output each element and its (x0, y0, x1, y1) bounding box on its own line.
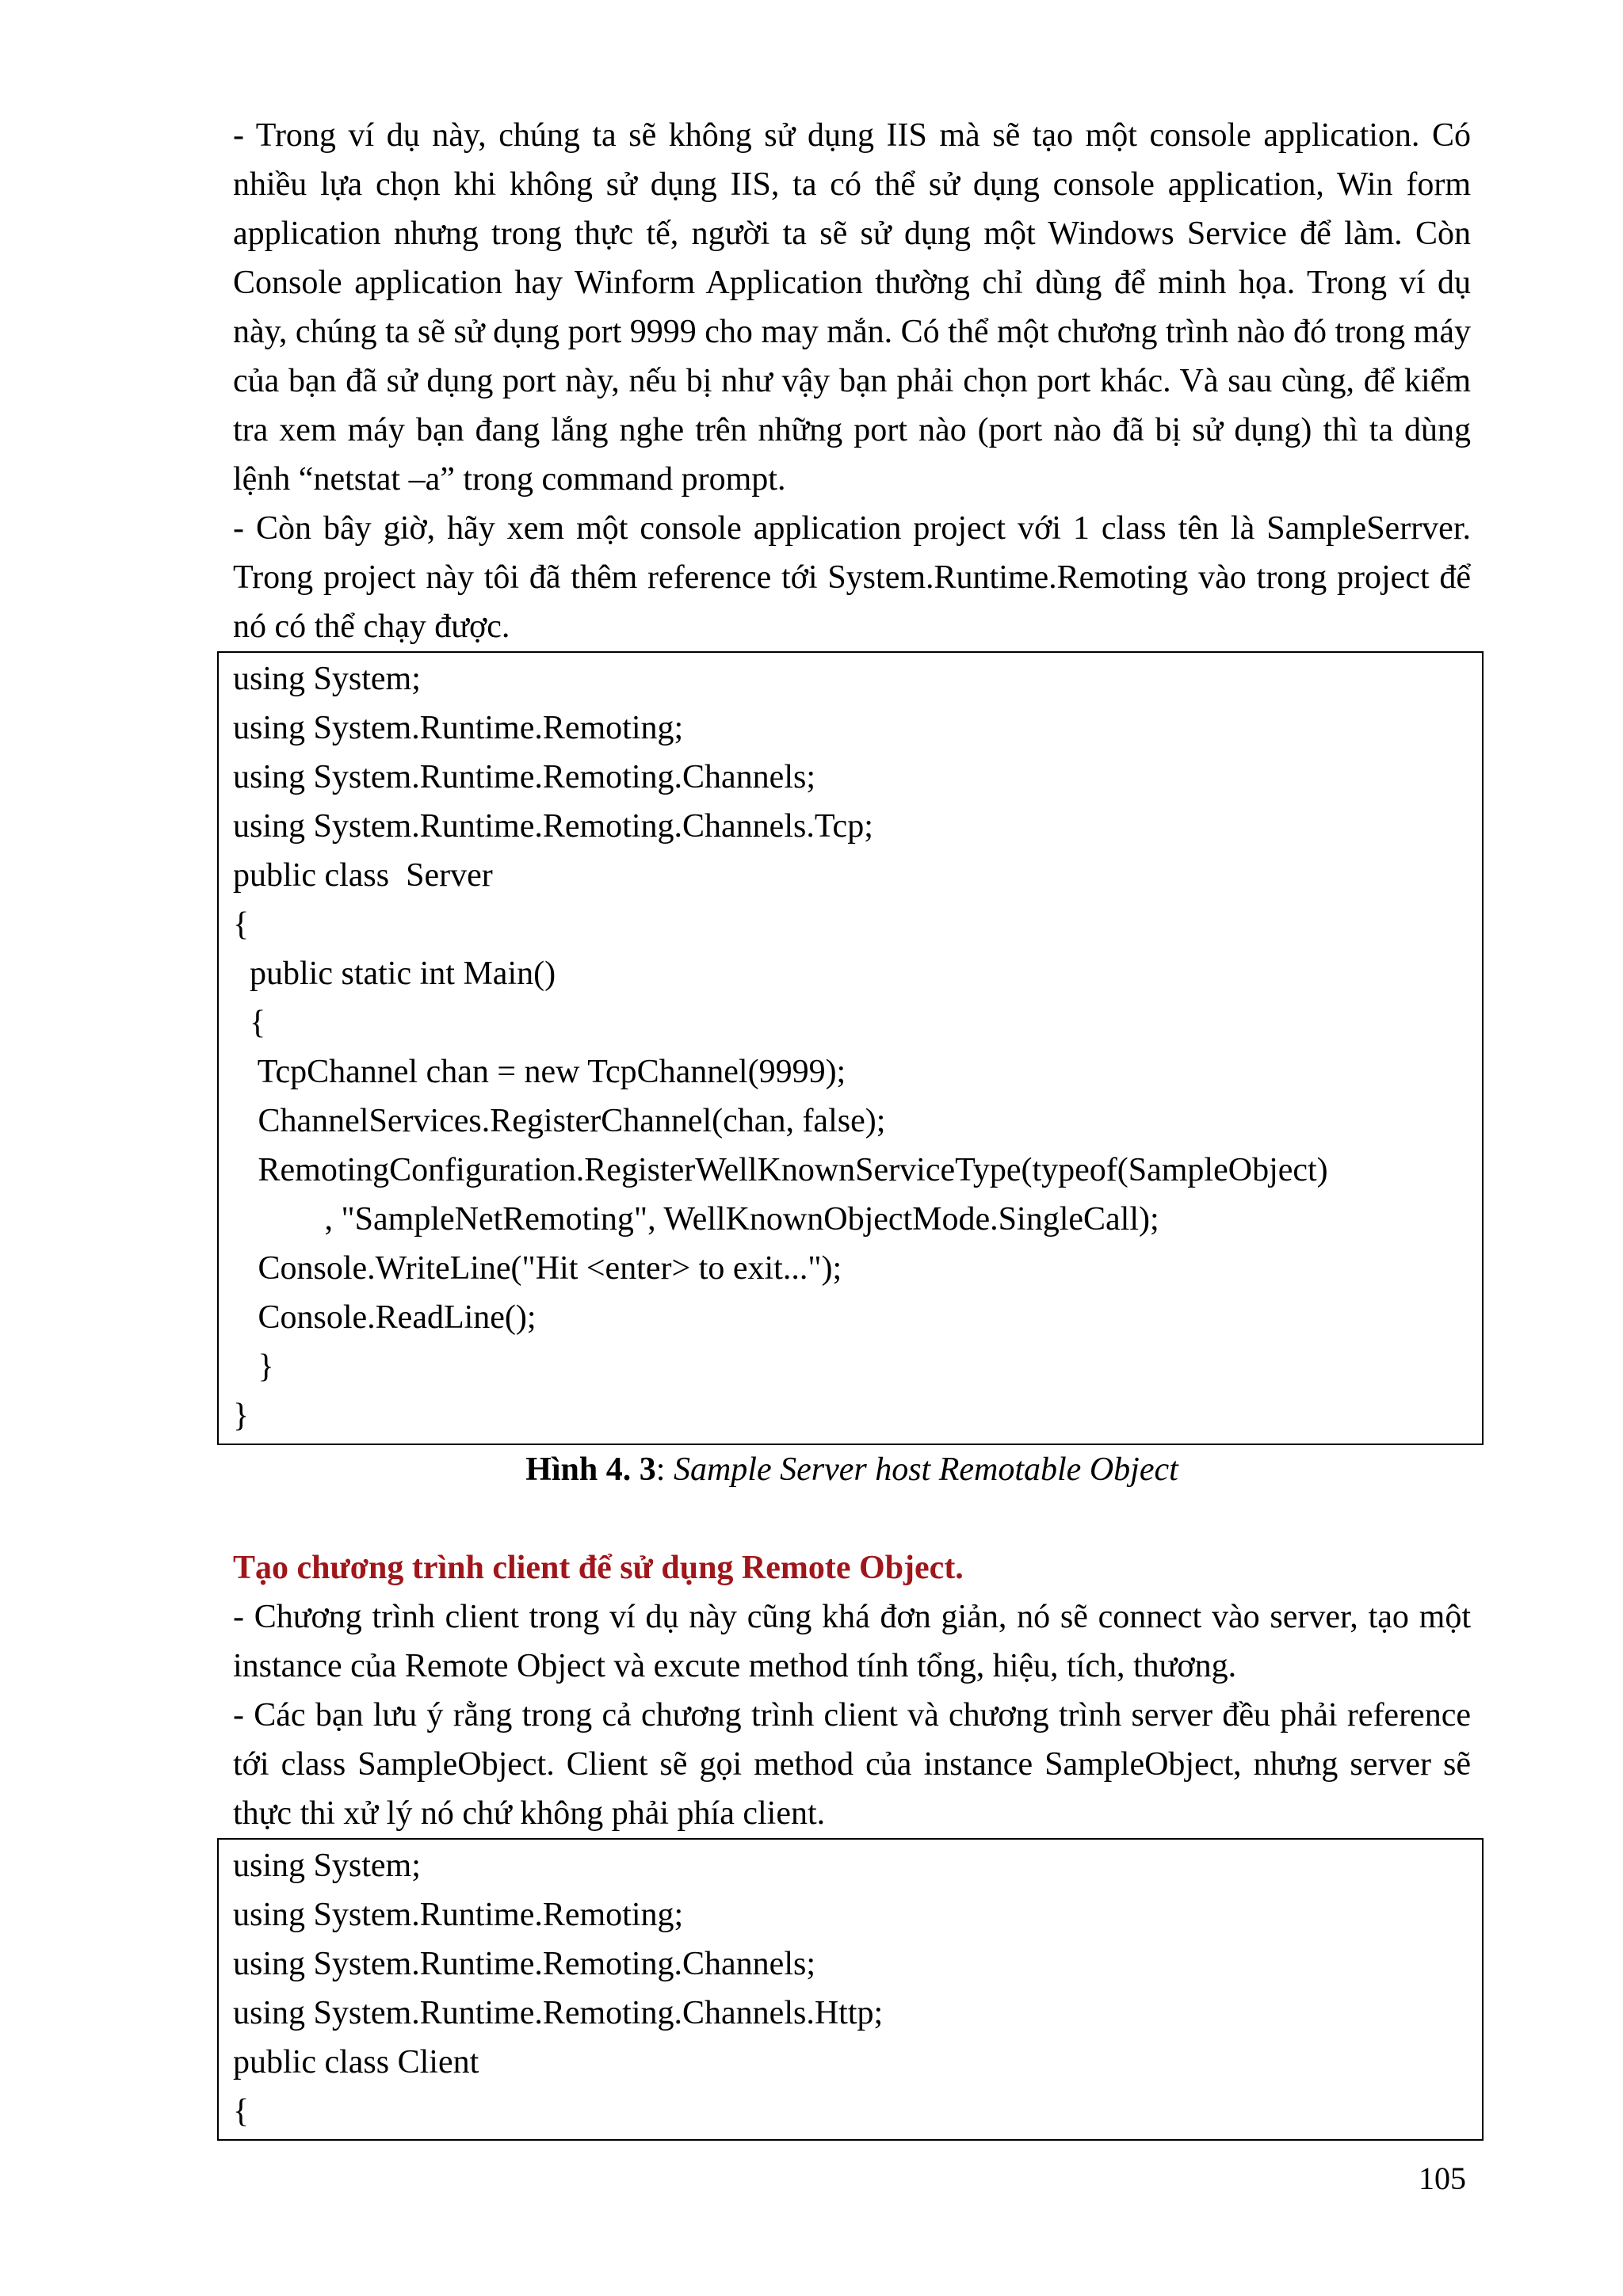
code-line: RemotingConfiguration.RegisterWellKnownServiceType(typeof(SampleObject) (233, 1152, 1328, 1188)
code-line: using System; (233, 1848, 421, 1884)
intro-paragraph-1: - Trong ví dụ này, chúng ta sẽ không sử dụng IIS mà sẽ tạo một console application. Có nhiều lựa chọn khi không sử dụng IIS, ta có thể sử dụng console application, Win form application nhưng trong thực tế, người ta sẽ sử dụng một Windows Service để làm. Còn Console application hay Winform Application thường chỉ dùng để minh họa. Trong ví dụ này, chúng ta sẽ sử dụng port 9999 cho may mắn. Có thể một chương trình nào đó trong máy của bạn đã sử dụng port này, nếu bị như vậy bạn phải chọn port khác. Và sau cùng, để kiểm tra xem máy bạn đang lắng nghe trên những port nào (port nào đã bị sử dụng) thì ta dùng lệnh “netstat –a” trong command prompt. (233, 117, 1471, 498)
page-number: 105 (1419, 2161, 1466, 2196)
figure-caption (233, 1445, 1471, 1494)
code-line: public class Client (233, 2044, 479, 2081)
client-paragraph-2: - Các bạn lưu ý rằng trong cả chương trình client và chương trình server đều phải reference tới class SampleObject. Client sẽ gọi method của instance SampleObject, nhưng server sẽ thực thi xử lý nó chứ không phải phía client. (233, 1697, 1471, 1832)
code-line: using System.Runtime.Remoting.Channels.Tcp; (233, 808, 873, 845)
code-line: using System.Runtime.Remoting.Channels; (233, 759, 815, 795)
code-line: using System; (233, 661, 421, 697)
intro-paragraph-2: - Còn bây giờ, hãy xem một console application project với 1 class tên là SampleSerrver. Trong project này tôi đã thêm reference tới System.Runtime.Remoting vào trong project để nó có thể chạy được. (233, 510, 1471, 645)
code-line: { (233, 906, 250, 943)
figure-label: Hình 4. 3 (525, 1451, 656, 1488)
code-line: using System.Runtime.Remoting.Channels; (233, 1946, 815, 1982)
code-line: , "SampleNetRemoting", WellKnownObjectMode.SingleCall); (233, 1201, 1159, 1238)
code-line: using System.Runtime.Remoting; (233, 1897, 684, 1933)
content-column (233, 111, 1471, 2141)
client-code-block (217, 1838, 1484, 2141)
server-code-block (217, 651, 1484, 1445)
code-line: using System.Runtime.Remoting; (233, 710, 684, 746)
code-line: { (233, 2093, 250, 2130)
code-line: public class Server (233, 857, 493, 894)
code-line: Console.ReadLine(); (233, 1299, 537, 1336)
code-line: } (233, 1348, 274, 1385)
code-line: Console.WriteLine("Hit <enter> to exit..."); (233, 1250, 842, 1287)
code-line: using System.Runtime.Remoting.Channels.Http; (233, 1995, 884, 2031)
figure-text: Sample Server host Remotable Object (673, 1451, 1178, 1488)
code-line: ChannelServices.RegisterChannel(chan, false); (233, 1103, 886, 1139)
section-heading: Tạo chương trình client để sử dụng Remote Object. (233, 1550, 964, 1586)
client-paragraph-1: - Chương trình client trong ví dụ này cũng khá đơn giản, nó sẽ connect vào server, tạo một instance của Remote Object và excute method tính tổng, hiệu, tích, thương. (233, 1599, 1471, 1684)
code-line: { (233, 1005, 266, 1041)
code-line: } (233, 1398, 250, 1434)
figure-separator: : (655, 1451, 674, 1488)
code-line: TcpChannel chan = new TcpChannel(9999); (233, 1054, 846, 1090)
code-line: public static int Main() (233, 955, 556, 992)
